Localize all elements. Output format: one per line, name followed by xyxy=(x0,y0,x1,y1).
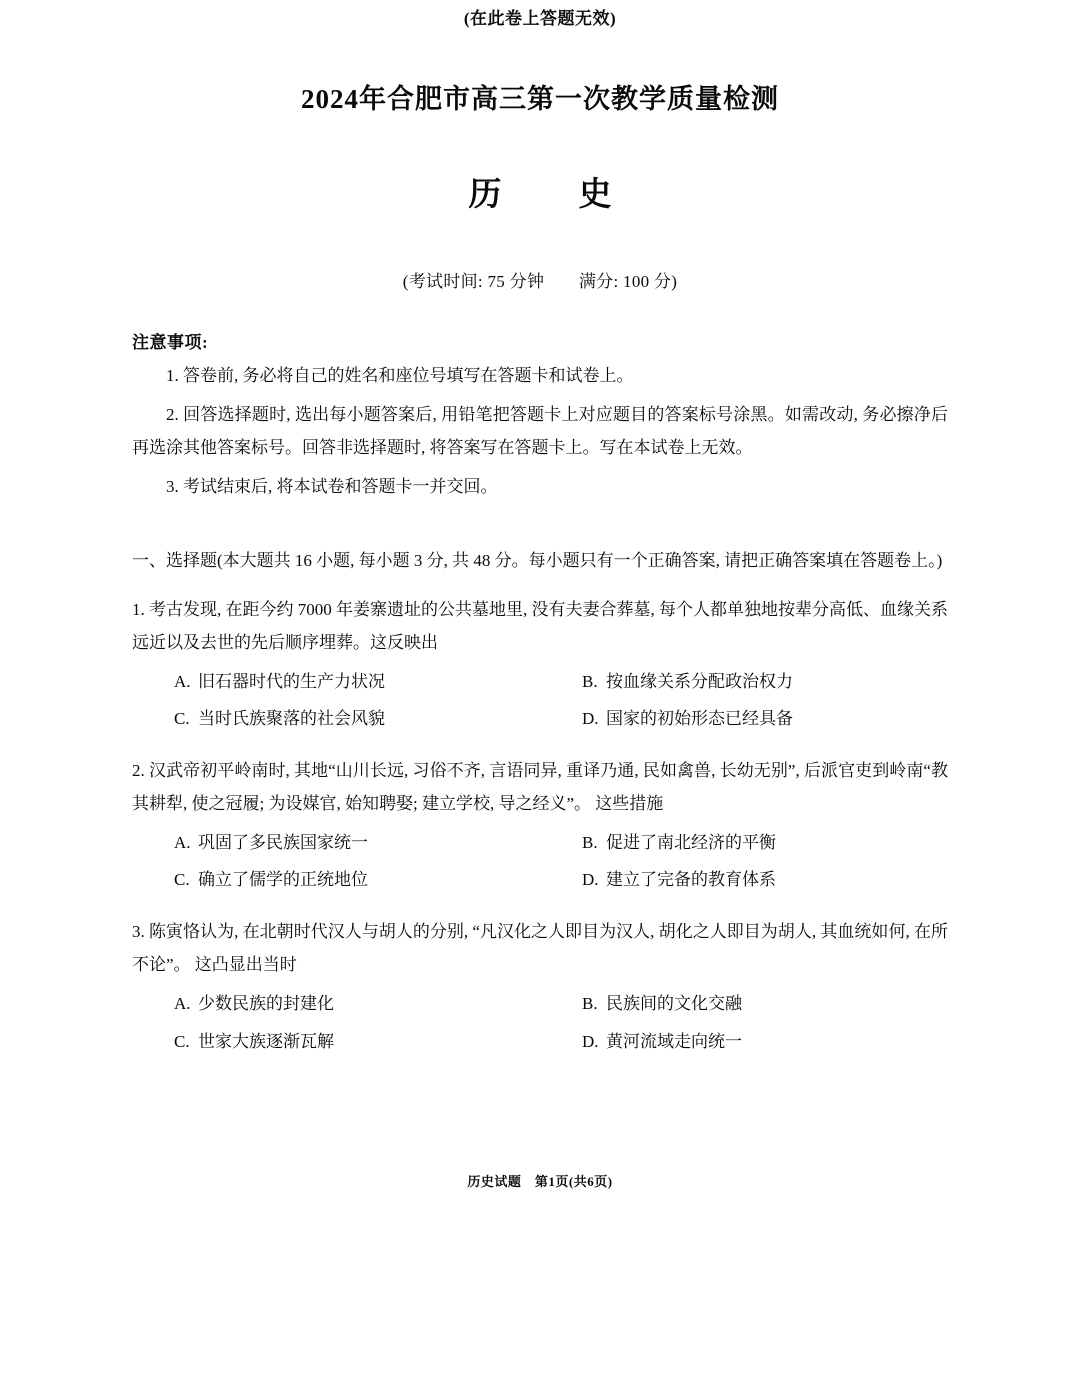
option-a[interactable] xyxy=(132,824,540,861)
option-label: C. xyxy=(174,870,190,890)
option-c[interactable] xyxy=(132,861,540,898)
option-text: 确立了儒学的正统地位 xyxy=(198,870,368,890)
option-label: D. xyxy=(582,709,599,729)
option-d[interactable] xyxy=(540,861,948,898)
option-text: 建立了完备的教育体系 xyxy=(606,870,776,890)
option-d[interactable] xyxy=(540,1023,948,1060)
option-c[interactable] xyxy=(132,700,540,737)
option-label: D. xyxy=(582,870,599,890)
exam-meta: (考试时间: 75 分钟 满分: 100 分) xyxy=(402,272,678,291)
option-label: C. xyxy=(174,1031,190,1051)
notice-item: 2. 回答选择题时, 选出每小题答案后, 用铅笔把答题卡上对应题目的答案标号涂黑。如需改动, 务必擦净后再选涂其他答案标号。回答非选择题时, 将答案写在答题卡上。写在本试卷上无效。 xyxy=(132,405,948,458)
question-options xyxy=(132,824,948,899)
option-d[interactable] xyxy=(540,700,948,737)
question-stem: 3. 陈寅恪认为, 在北朝时代汉人与胡人的分别, “凡汉化之人即目为汉人, 胡化之人即目为胡人, 其血统如何, 在所不论”。 这凸显出当时 xyxy=(132,921,948,974)
option-b[interactable] xyxy=(540,985,948,1022)
option-label: B. xyxy=(582,994,598,1014)
option-c[interactable] xyxy=(132,1023,540,1060)
answer-invalid-note: (在此卷上答题无效) xyxy=(463,9,617,28)
question-stem: 2. 汉武帝初平岭南时, 其地“山川长远, 习俗不齐, 言语同异, 重译乃通, 民如禽兽, 长幼无别”, 后派官吏到岭南“教其耕犁, 使之冠履; 为设媒官, 始知聘娶; 建立学校, 导之经义”。 这些措施 xyxy=(132,760,948,813)
page-title: 2024年合肥市高三第一次教学质量检测 xyxy=(301,84,779,114)
option-b[interactable] xyxy=(540,824,948,861)
option-text: 世家大族逐渐瓦解 xyxy=(198,1031,334,1051)
option-b[interactable] xyxy=(540,663,948,700)
option-text: 民族间的文化交融 xyxy=(606,994,742,1014)
option-label: A. xyxy=(174,671,191,691)
option-text: 按血缘关系分配政治权力 xyxy=(606,671,793,691)
question-stem: 1. 考古发现, 在距今约 7000 年姜寨遗址的公共墓地里, 没有夫妻合葬墓, 每个人都单独地按辈分高低、血缘关系远近以及去世的先后顺序埋葬。这反映出 xyxy=(132,599,948,652)
section-heading: 一、选择题(本大题共 16 小题, 每小题 3 分, 共 48 分。每小题只有一个正确答案, 请把正确答案填在答题卷上。) xyxy=(132,550,943,570)
option-text: 促进了南北经济的平衡 xyxy=(606,833,776,853)
option-label: D. xyxy=(582,1031,599,1051)
notice-title: 注意事项: xyxy=(132,333,209,352)
page-footer: 历史试题 第1页(共6页) xyxy=(467,1174,613,1189)
option-text: 巩固了多民族国家统一 xyxy=(198,833,368,853)
question-options xyxy=(132,663,948,738)
option-a[interactable] xyxy=(132,985,540,1022)
option-label: A. xyxy=(174,833,191,853)
option-label: C. xyxy=(174,709,190,729)
notice-item: 3. 考试结束后, 将本试卷和答题卡一并交回。 xyxy=(166,477,498,497)
question-options xyxy=(132,985,948,1060)
option-text: 国家的初始形态已经具备 xyxy=(606,709,793,729)
option-text: 黄河流域走向统一 xyxy=(606,1031,742,1051)
option-a[interactable] xyxy=(132,663,540,700)
option-text: 当时氏族聚落的社会风貌 xyxy=(198,709,385,729)
option-label: A. xyxy=(174,994,191,1014)
option-label: B. xyxy=(582,833,598,853)
subject-title: 历 史 xyxy=(468,177,634,213)
option-text: 旧石器时代的生产力状况 xyxy=(198,671,385,691)
option-text: 少数民族的封建化 xyxy=(198,994,334,1014)
option-label: B. xyxy=(582,671,598,691)
notice-item: 1. 答卷前, 务必将自己的姓名和座位号填写在答题卡和试卷上。 xyxy=(166,366,634,385)
